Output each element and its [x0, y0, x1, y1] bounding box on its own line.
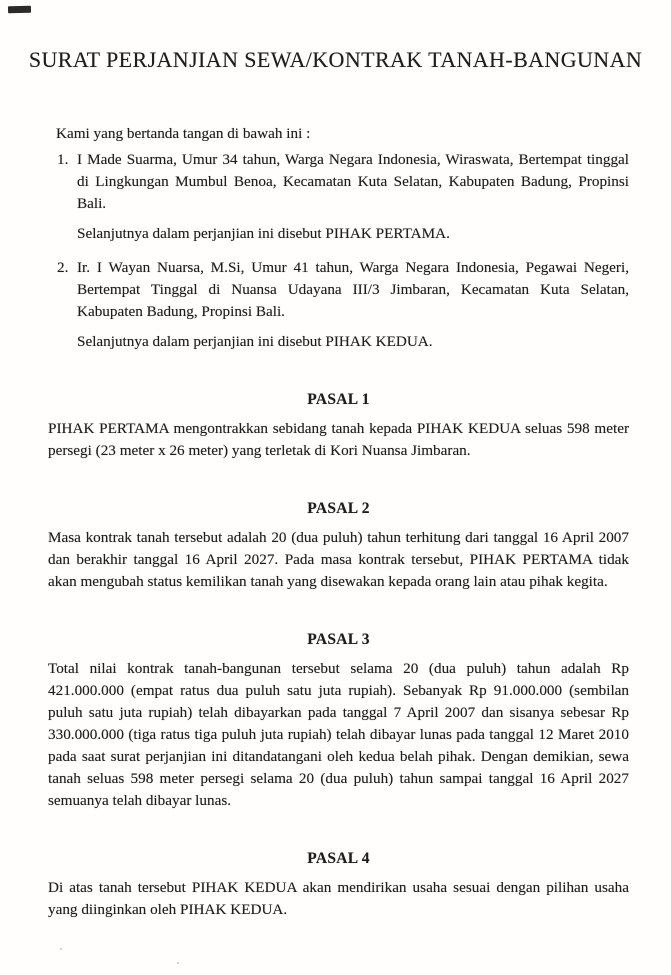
scan-artifact-mark — [8, 6, 31, 14]
party-item-first — [48, 149, 629, 215]
article-body: Masa kontrak tanah tersebut adalah 20 (dua puluh) tahun terhitung dari tanggal 16 April 2007 dan berakhir tanggal 16 April 2027. Pada masa kontrak tersebut, PIHAK PERTAMA tidak akan mengubah status kemilikan tanah yang disewakan kepada orang lain atau pihak kegita. — [48, 529, 629, 590]
article-section-pasal-1 — [48, 389, 629, 462]
article-body: Total nilai kontrak tanah-bangunan tersebut selama 20 (dua puluh) tahun adalah Rp 421.000.000 (empat ratus dua puluh satu juta rupiah). Sebanyak Rp 91.000.000 (sembilan puluh satu juta rupiah) telah dibayarkan pada tanggal 7 April 2007 dan sisanya sebesar Rp 330.000.000 (tiga ratus tiga puluh juta rupiah) telah dibayar lunas pada tanggal 12 Maret 2010 pada saat surat perjanjian ini ditandatangani oleh kedua belah pihak. Dengan demikian, sewa tanah seluas 598 meter persegi selama 20 (dua puluh) tahun sampai tanggal 16 April 2027 semuanya telah dibayar lunas. — [48, 660, 629, 809]
article-body: PIHAK PERTAMA mengontrakkan sebidang tanah kepada PIHAK KEDUA seluas 598 meter persegi (23 meter x 26 meter) yang terletak di Kori Nuansa Jimbaran. — [48, 420, 629, 459]
party-designation-first: Selanjutnya dalam perjanjian ini disebut PIHAK PERTAMA. — [77, 225, 450, 242]
party-description: I Made Suarma, Umur 34 tahun, Warga Negara Indonesia, Wiraswata, Bertempat tinggal di Lingkungan Mumbul Benoa, Kecamatan Kuta Selatan, Kabupaten Badung, Propinsi Bali. — [77, 151, 629, 212]
scan-speck — [177, 962, 179, 964]
article-section-pasal-2 — [48, 498, 629, 593]
article-body: Di atas tanah tersebut PIHAK KEDUA akan mendirikan usaha sesuai dengan pilihan usaha yang diinginkan oleh PIHAK KEDUA. — [48, 879, 629, 918]
article-heading: PASAL 3 — [307, 631, 370, 648]
intro-text: Kami yang bertanda tangan di bawah ini : — [56, 125, 311, 142]
document-body — [48, 123, 629, 921]
article-section-pasal-4 — [48, 848, 629, 921]
party-item-second — [48, 257, 629, 323]
article-heading: PASAL 2 — [307, 500, 370, 517]
article-heading: PASAL 1 — [307, 391, 370, 408]
article-heading: PASAL 4 — [307, 850, 370, 867]
party-description: Ir. I Wayan Nuarsa, M.Si, Umur 41 tahun, Warga Negara Indonesia, Pegawai Negeri, Bertempat Tinggal di Nuansa Udayana III/3 Jimbaran, Kecamatan Kuta Selatan, Kabupaten Badung, Propinsi Bali. — [77, 259, 629, 320]
party-designation-second: Selanjutnya dalam perjanjian ini disebut PIHAK KEDUA. — [77, 333, 433, 350]
scan-speck — [60, 948, 62, 950]
party-number: 2. — [57, 259, 69, 276]
page-title: SURAT PERJANJIAN SEWA/KONTRAK TANAH-BANGUNAN — [28, 47, 643, 72]
party-number: 1. — [57, 151, 69, 168]
article-section-pasal-3 — [48, 629, 629, 812]
